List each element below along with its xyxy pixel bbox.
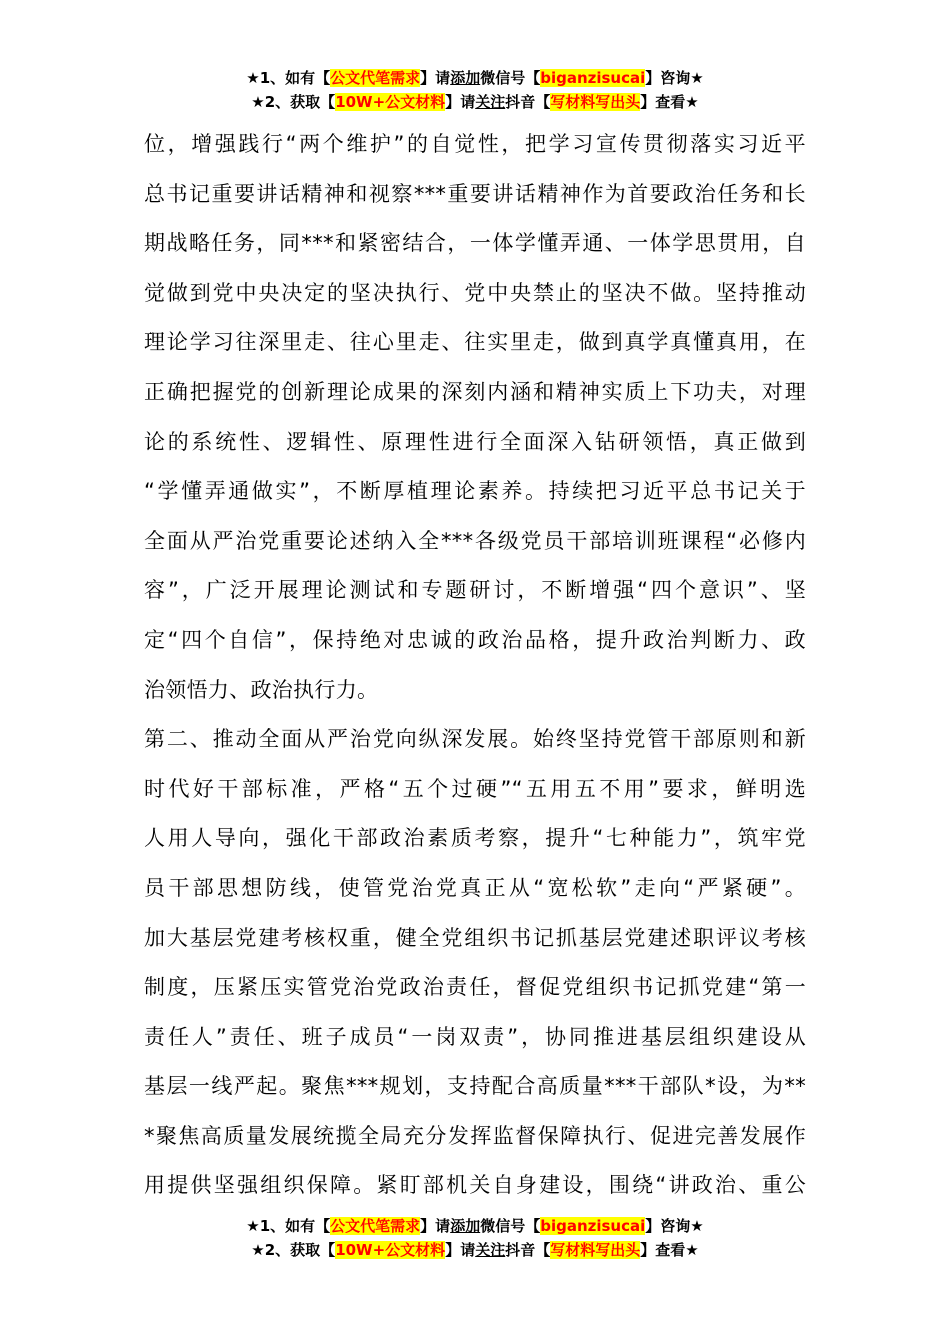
promo-text: 抖音【 [505, 93, 551, 111]
body-line: 正确把握党的创新理论成果的深刻内涵和精神实质上下功夫，对理 [144, 379, 806, 404]
section-heading-line: 第二、推动全面从严治党向纵深发展。始终坚持党管干部原则和新 [144, 727, 806, 752]
promo-text: 微信号【 [480, 69, 541, 87]
promo-underlined: 关注 [475, 1241, 506, 1259]
body-line: “学懂弄通做实”，不断厚植理论素养。持续把习近平总书记关于 [144, 479, 806, 504]
header-promo-banner [0, 66, 950, 114]
promo-text: ★2、获取【 [251, 1241, 336, 1259]
promo-text: 】请 [420, 1217, 451, 1235]
body-line: 用提供坚强组织保障。紧盯部机关自身建设，围绕“讲政治、重公 [144, 1173, 806, 1198]
body-line: 加大基层党建考核权重，健全党组织书记抓基层党建述职评议考核 [144, 925, 806, 950]
document-body [144, 120, 806, 1211]
promo-text: ★1、如有【 [246, 69, 331, 87]
promo-douyin-name: 写材料写出头 [550, 93, 641, 111]
promo-text: ★2、获取【 [251, 93, 336, 111]
promo-text: 】请 [445, 93, 476, 111]
body-line: 人用人导向，强化干部政治素质考察，提升“七种能力”，筑牢党 [144, 826, 806, 851]
promo-line-1 [0, 1214, 950, 1238]
footer-promo-banner [0, 1214, 950, 1262]
body-line: 位，增强践行“两个维护”的自觉性，把学习宣传贯彻落实习近平 [144, 132, 806, 156]
body-line: 论的系统性、逻辑性、原理性进行全面深入钻研领悟，真正做到 [144, 429, 806, 454]
body-line: 治领悟力、政治执行力。 [144, 677, 379, 702]
promo-text: ★1、如有【 [246, 1217, 331, 1235]
promo-text: 】请 [420, 69, 451, 87]
promo-text: 微信号【 [480, 1217, 541, 1235]
promo-underlined: 添加 [450, 1217, 481, 1235]
promo-line-1 [0, 66, 950, 90]
body-line: 觉做到党中央决定的坚决执行、党中央禁止的坚决不做。坚持推动 [144, 280, 806, 305]
promo-text: 】请 [445, 1241, 476, 1259]
promo-text: 】查看★ [640, 1241, 699, 1259]
body-line: *聚焦高质量发展统揽全局充分发挥监督保障执行、促进完善发展作 [144, 1123, 806, 1148]
promo-highlight: 10W+公文材料 [335, 1241, 446, 1259]
body-line: 基层一线严起。聚焦***规划，支持配合高质量***干部队*设，为** [144, 1074, 806, 1099]
body-line: 总书记重要讲话精神和视察***重要讲话精神作为首要政治任务和长 [144, 181, 806, 206]
body-line: 时代好干部标准，严格“五个过硬”“五用五不用”要求，鲜明选 [144, 776, 806, 801]
promo-text: 抖音【 [505, 1241, 551, 1259]
promo-text: 】咨询★ [645, 69, 704, 87]
promo-douyin-name: 写材料写出头 [550, 1241, 641, 1259]
promo-line-2 [0, 90, 950, 114]
body-line: 定“四个自信”，保持绝对忠诚的政治品格，提升政治判断力、政 [144, 627, 806, 652]
promo-text: 】查看★ [640, 93, 699, 111]
body-line: 期战略任务，同***和紧密结合，一体学懂弄通、一体学思贯用，自 [144, 231, 806, 256]
promo-highlight: 公文代笔需求 [330, 1217, 421, 1235]
promo-highlight: 10W+公文材料 [335, 93, 446, 111]
body-line: 责任人”责任、班子成员“一岗双责”，协同推进基层组织建设从 [144, 1024, 806, 1049]
promo-underlined: 关注 [475, 93, 506, 111]
promo-underlined: 添加 [450, 69, 481, 87]
body-line: 容”，广泛开展理论测试和专题研讨，不断增强“四个意识”、坚 [144, 578, 806, 603]
promo-text: 】咨询★ [645, 1217, 704, 1235]
promo-highlight: 公文代笔需求 [330, 69, 421, 87]
body-line: 员干部思想防线，使管党治党真正从“宽松软”走向“严紧硬”。 [144, 875, 806, 900]
promo-wechat-id: biganzisucai [540, 1217, 646, 1235]
body-line: 制度，压紧压实管党治党政治责任，督促党组织书记抓党建“第一 [144, 975, 806, 1000]
body-line: 全面从严治党重要论述纳入全***各级党员干部培训班课程“必修内 [144, 528, 806, 553]
promo-wechat-id: biganzisucai [540, 69, 646, 87]
body-line: 理论学习往深里走、往心里走、往实里走，做到真学真懂真用，在 [144, 330, 806, 355]
promo-line-2 [0, 1238, 950, 1262]
